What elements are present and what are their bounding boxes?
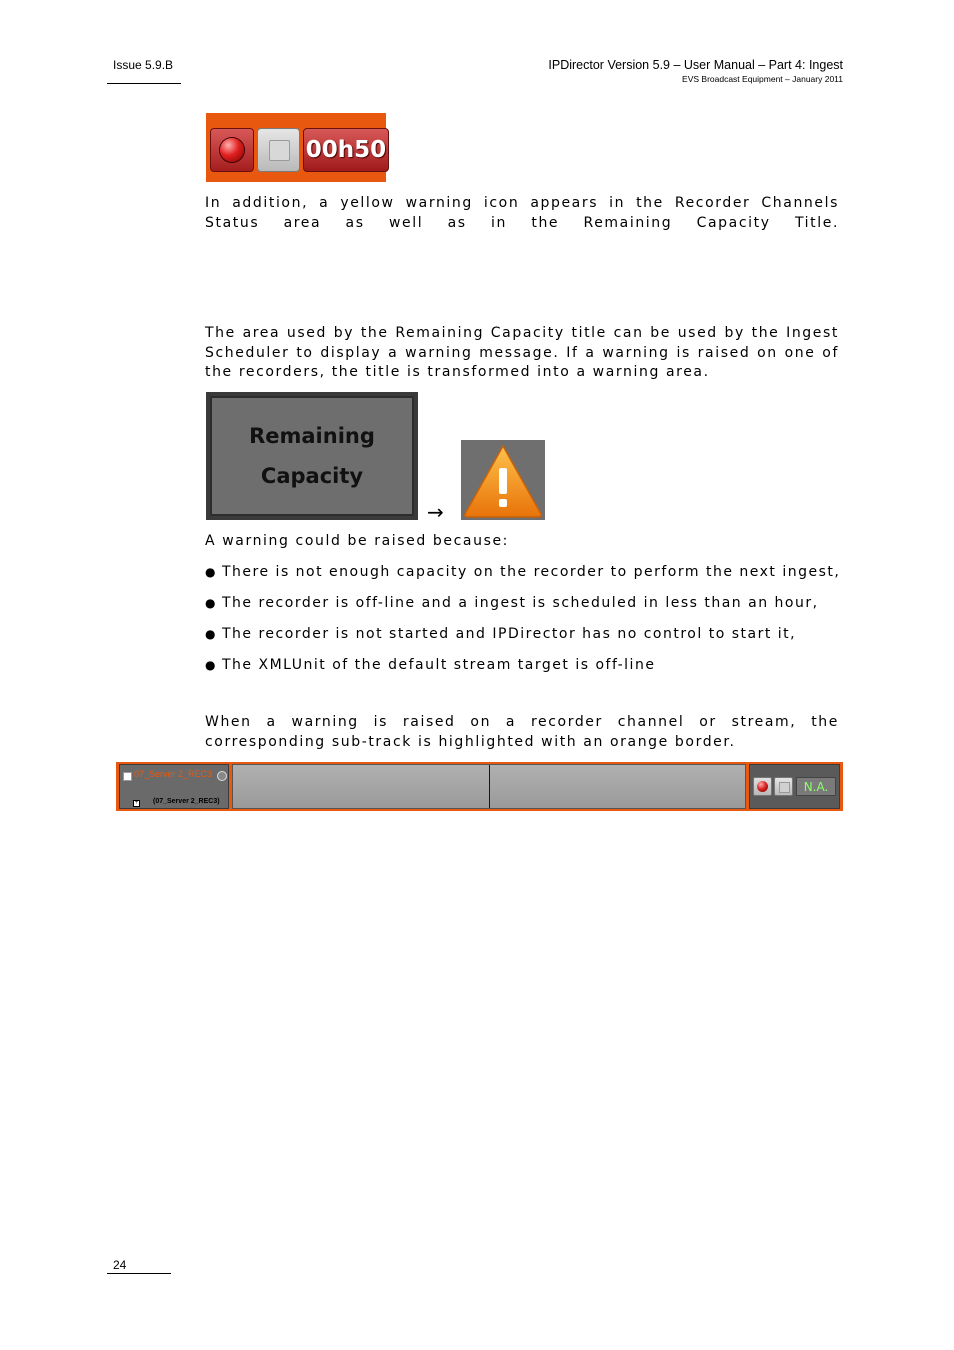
record-icon	[757, 781, 768, 792]
status-display: N.A.	[796, 777, 836, 796]
paragraph-subtrack: When a warning is raised on a recorder channel or stream, the corresponding sub-track is highlighted with an orange border.	[205, 714, 839, 750]
expand-icon[interactable]: +	[134, 800, 139, 806]
record-button[interactable]	[210, 128, 254, 172]
remaining-capacity-title-figure	[206, 392, 418, 520]
document-subtitle: EVS Broadcast Equipment – January 2011	[682, 74, 843, 84]
warning-icon	[461, 440, 545, 520]
channel-header	[119, 764, 229, 809]
list-item: ● The XMLUnit of the default stream target is off-line	[205, 657, 656, 673]
stop-button[interactable]	[257, 128, 300, 172]
paragraph-remaining-capacity: The area used by the Remaining Capacity title can be used by the Ingest Scheduler to display a warning message. If a warning is raised on one of the recorders, the title is transformed into a warning area.	[205, 325, 839, 380]
stop-button[interactable]	[774, 777, 793, 796]
channel-controls	[749, 764, 840, 809]
capacity-line-1: Remaining	[249, 424, 375, 448]
warning-reasons-list	[205, 562, 845, 686]
channel-checkbox[interactable]	[123, 772, 132, 781]
bullet-icon: ●	[205, 627, 217, 641]
list-item: ● The recorder is not started and IPDirector has no control to start it,	[205, 626, 797, 642]
issue-label: Issue 5.9.B	[113, 58, 174, 72]
record-button[interactable]	[753, 777, 772, 796]
channel-name: 07_Server 2_REC3	[134, 769, 213, 779]
remaining-time-display: 00h50	[303, 128, 389, 172]
page-number: 24	[113, 1258, 127, 1272]
highlighted-subtrack-figure	[116, 762, 843, 811]
list-item: ● The recorder is off-line and a ingest is scheduled in less than an hour,	[205, 595, 819, 611]
header-rule	[107, 83, 181, 84]
warning-area-figure	[461, 440, 545, 520]
list-item: ● There is not enough capacity on the recorder to perform the next ingest,	[205, 564, 841, 580]
record-icon	[220, 138, 244, 162]
capacity-line-2: Capacity	[260, 464, 364, 488]
bullet-icon: ●	[205, 565, 217, 579]
right-arrow-icon: →	[427, 500, 444, 524]
recorder-controls-figure	[206, 113, 386, 182]
stop-icon	[269, 140, 290, 161]
timeline-cursor	[489, 765, 490, 808]
footer-rule	[107, 1273, 171, 1274]
stop-icon	[779, 782, 790, 793]
bullet-icon: ●	[205, 596, 217, 610]
bullet-icon: ●	[205, 658, 217, 672]
channel-subname: (07_Server 2_REC3)	[153, 798, 220, 805]
timeline-track[interactable]	[232, 764, 746, 809]
paragraph-warning-reasons: A warning could be raised because:	[205, 533, 509, 549]
status-circle-icon	[217, 771, 227, 781]
document-title: IPDirector Version 5.9 – User Manual – Part 4: Ingest	[548, 58, 843, 72]
paragraph-warning-icon: In addition, a yellow warning icon appears in the Recorder Channels Status area as well as in the Remaining Capacity Title.	[205, 195, 839, 231]
